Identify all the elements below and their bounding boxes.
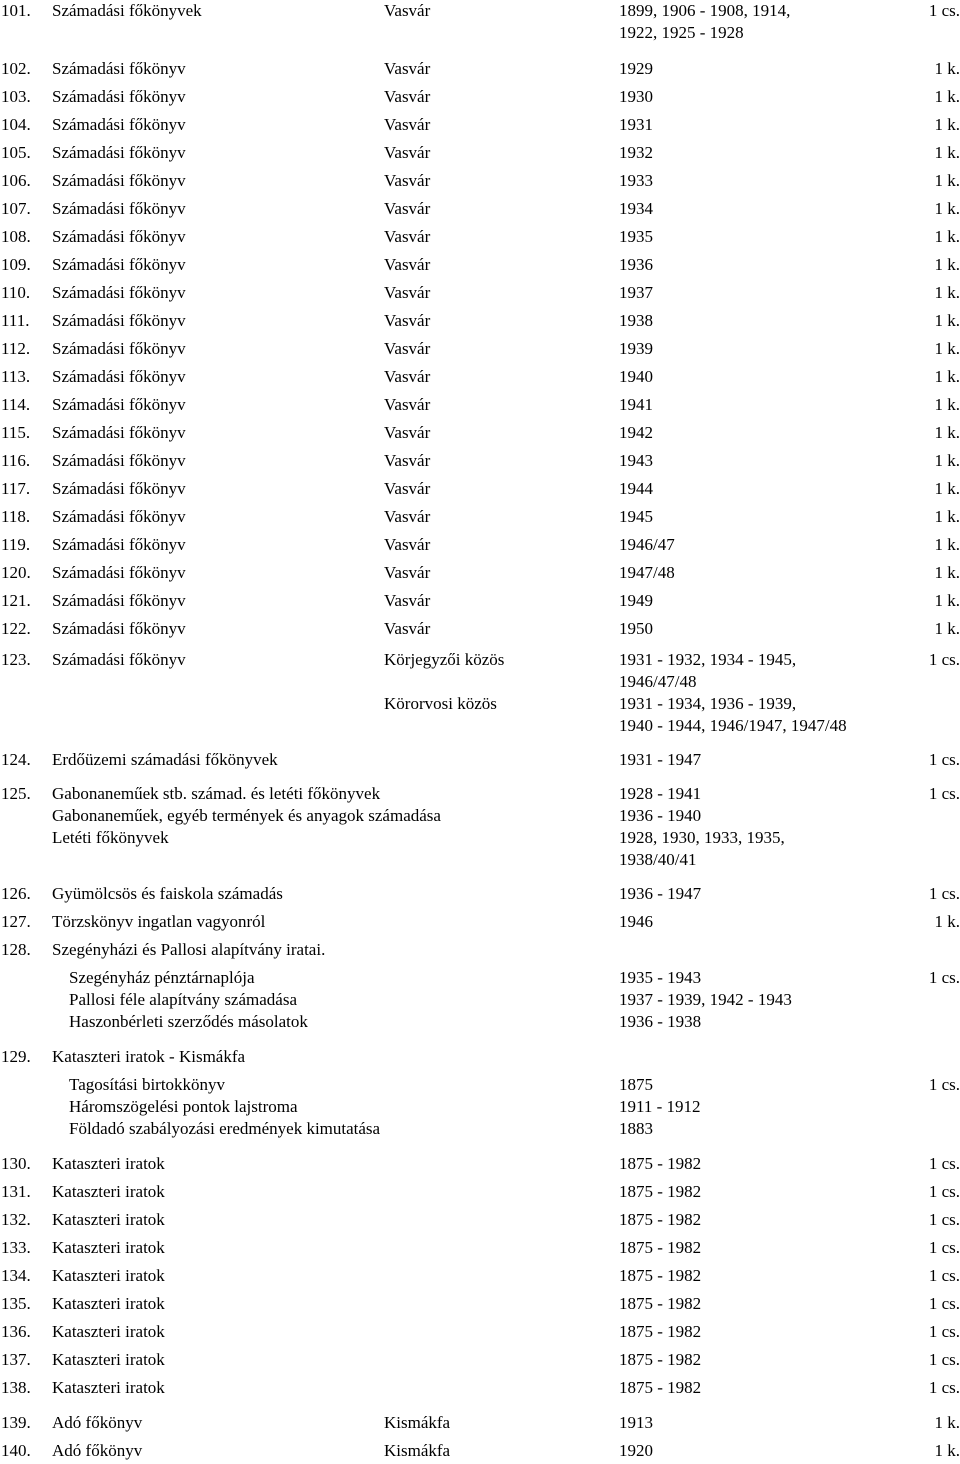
item-years: 1945 bbox=[619, 507, 653, 526]
sub-item-title: Háromszögelési pontok lajstroma bbox=[69, 1097, 298, 1116]
inventory-continuation-line bbox=[0, 1096, 960, 1118]
inventory-entry bbox=[0, 114, 960, 136]
item-years: 1875 - 1982 bbox=[619, 1210, 702, 1229]
item-place: Vasvár bbox=[384, 199, 431, 218]
item-title: Számadási főkönyv bbox=[52, 143, 186, 162]
inventory-entry bbox=[0, 1181, 960, 1203]
item-quantity: 1 cs. bbox=[928, 1182, 960, 1201]
sub-item-title: Tagosítási birtokkönyv bbox=[69, 1075, 226, 1094]
item-place: Vasvár bbox=[384, 563, 431, 582]
item-number: 118. bbox=[1, 507, 31, 526]
item-number: 120. bbox=[1, 563, 31, 582]
item-quantity: 1 cs. bbox=[928, 1266, 960, 1285]
inventory-entry bbox=[0, 366, 960, 388]
item-years: 1938/40/41 bbox=[619, 850, 697, 869]
item-number: 137. bbox=[1, 1350, 31, 1369]
item-number: 136. bbox=[1, 1322, 31, 1341]
item-years: 1928 - 1941 bbox=[619, 784, 702, 803]
item-quantity: 1 k. bbox=[934, 311, 960, 330]
item-number: 128. bbox=[1, 940, 31, 959]
item-years: 1928, 1930, 1933, 1935, bbox=[619, 828, 785, 847]
inventory-entry bbox=[0, 534, 960, 556]
item-years: 1875 - 1982 bbox=[619, 1182, 702, 1201]
item-title: Számadási főkönyv bbox=[52, 227, 186, 246]
item-title: Kataszteri iratok bbox=[52, 1210, 165, 1229]
item-quantity: 1 k. bbox=[934, 339, 960, 358]
item-number: 117. bbox=[1, 479, 31, 498]
inventory-entry bbox=[0, 1440, 960, 1462]
inventory-entry bbox=[0, 282, 960, 304]
inventory-continuation-line bbox=[0, 989, 960, 1011]
item-number: 134. bbox=[1, 1266, 31, 1285]
item-title: Számadási főkönyv bbox=[52, 507, 186, 526]
item-title: Erdőüzemi számadási főkönyvek bbox=[52, 750, 278, 769]
item-title: Gabonaneműek, egyéb termények és anyagok számadása bbox=[52, 806, 441, 825]
inventory-entry bbox=[0, 1209, 960, 1231]
item-title: Számadási főkönyv bbox=[52, 283, 186, 302]
inventory-entry bbox=[0, 1321, 960, 1343]
item-title: Számadási főkönyvek bbox=[52, 1, 202, 20]
inventory-continuation-line bbox=[0, 1074, 960, 1096]
item-quantity: 1 k. bbox=[934, 591, 960, 610]
item-place: Vasvár bbox=[384, 339, 431, 358]
item-years: 1940 - 1944, 1946/1947, 1947/48 bbox=[619, 716, 847, 735]
item-place: Vasvár bbox=[384, 227, 431, 246]
item-quantity: 1 k. bbox=[934, 199, 960, 218]
item-years: 1936 - 1938 bbox=[619, 1012, 702, 1031]
item-quantity: 1 k. bbox=[934, 1413, 960, 1432]
item-title: Számadási főkönyv bbox=[52, 199, 186, 218]
item-number: 139. bbox=[1, 1413, 31, 1432]
item-years: 1942 bbox=[619, 423, 653, 442]
item-place: Vasvár bbox=[384, 507, 431, 526]
inventory-continuation-line bbox=[0, 1118, 960, 1140]
inventory-entry bbox=[0, 649, 960, 671]
item-quantity: 1 cs. bbox=[928, 1075, 960, 1094]
item-years: 1936 - 1947 bbox=[619, 884, 702, 903]
item-quantity: 1 k. bbox=[934, 912, 960, 931]
item-title: Számadási főkönyv bbox=[52, 59, 186, 78]
item-years: 1899, 1906 - 1908, 1914, bbox=[619, 1, 791, 20]
item-title: Számadási főkönyv bbox=[52, 650, 186, 669]
item-number: 111. bbox=[1, 311, 30, 330]
item-quantity: 1 k. bbox=[934, 479, 960, 498]
item-years: 1934 bbox=[619, 199, 653, 218]
item-years: 1941 bbox=[619, 395, 653, 414]
item-place: Vasvár bbox=[384, 591, 431, 610]
item-years: 1933 bbox=[619, 171, 653, 190]
item-quantity: 1 k. bbox=[934, 423, 960, 442]
inventory-entry bbox=[0, 450, 960, 472]
item-number: 130. bbox=[1, 1154, 31, 1173]
inventory-entry bbox=[0, 618, 960, 640]
item-years: 1931 - 1934, 1936 - 1939, bbox=[619, 694, 797, 713]
item-number: 135. bbox=[1, 1294, 31, 1313]
item-number: 113. bbox=[1, 367, 31, 386]
item-years: 1935 - 1943 bbox=[619, 968, 702, 987]
inventory-continuation-line bbox=[0, 715, 960, 737]
inventory-entry bbox=[0, 883, 960, 905]
item-quantity: 1 k. bbox=[934, 451, 960, 470]
item-years: 1931 - 1932, 1934 - 1945, bbox=[619, 650, 797, 669]
item-title: Kataszteri iratok bbox=[52, 1322, 165, 1341]
item-number: 104. bbox=[1, 115, 31, 134]
item-place: Vasvár bbox=[384, 283, 431, 302]
item-quantity: 1 cs. bbox=[928, 1294, 960, 1313]
item-years: 1938 bbox=[619, 311, 653, 330]
item-title: Számadási főkönyv bbox=[52, 115, 186, 134]
item-title: Letéti főkönyvek bbox=[52, 828, 169, 847]
item-number: 132. bbox=[1, 1210, 31, 1229]
inventory-entry bbox=[0, 1412, 960, 1434]
item-years: 1946 bbox=[619, 912, 653, 931]
item-years: 1920 bbox=[619, 1441, 653, 1460]
item-number: 121. bbox=[1, 591, 31, 610]
item-quantity: 1 cs. bbox=[928, 884, 960, 903]
item-number: 129. bbox=[1, 1047, 31, 1066]
item-years: 1930 bbox=[619, 87, 653, 106]
item-years: 1875 bbox=[619, 1075, 653, 1094]
inventory-entry bbox=[0, 226, 960, 248]
item-quantity: 1 k. bbox=[934, 367, 960, 386]
item-number: 125. bbox=[1, 784, 31, 803]
item-number: 140. bbox=[1, 1441, 31, 1460]
item-place: Vasvár bbox=[384, 87, 431, 106]
item-quantity: 1 cs. bbox=[928, 1238, 960, 1257]
item-years: 1937 - 1939, 1942 - 1943 bbox=[619, 990, 792, 1009]
item-number: 133. bbox=[1, 1238, 31, 1257]
item-years: 1939 bbox=[619, 339, 653, 358]
item-years: 1929 bbox=[619, 59, 653, 78]
item-title: Számadási főkönyv bbox=[52, 255, 186, 274]
sub-item-title: Földadó szabályozási eredmények kimutatása bbox=[69, 1119, 381, 1138]
item-title: Számadási főkönyv bbox=[52, 311, 186, 330]
inventory-continuation-line bbox=[0, 849, 960, 871]
inventory-entry bbox=[0, 338, 960, 360]
item-years: 1875 - 1982 bbox=[619, 1238, 702, 1257]
inventory-entry bbox=[0, 590, 960, 612]
inventory-entry bbox=[0, 506, 960, 528]
sub-item-title: Haszonbérleti szerződés másolatok bbox=[69, 1012, 308, 1031]
item-years: 1922, 1925 - 1928 bbox=[619, 23, 744, 42]
item-place: Körjegyzői közös bbox=[384, 650, 505, 669]
item-place: Vasvár bbox=[384, 59, 431, 78]
item-title: Számadási főkönyv bbox=[52, 619, 186, 638]
item-years: 1935 bbox=[619, 227, 653, 246]
item-number: 102. bbox=[1, 59, 31, 78]
item-place: Kismákfa bbox=[384, 1413, 451, 1432]
item-number: 112. bbox=[1, 339, 31, 358]
item-years: 1946/47/48 bbox=[619, 672, 697, 691]
item-number: 119. bbox=[1, 535, 31, 554]
item-years: 1944 bbox=[619, 479, 653, 498]
item-quantity: 1 cs. bbox=[928, 1350, 960, 1369]
item-title: Kataszteri iratok bbox=[52, 1350, 165, 1369]
item-quantity: 1 cs. bbox=[928, 1210, 960, 1229]
item-quantity: 1 cs. bbox=[928, 968, 960, 987]
item-place: Vasvár bbox=[384, 311, 431, 330]
item-years: 1949 bbox=[619, 591, 653, 610]
inventory-entry bbox=[0, 1153, 960, 1175]
inventory-entry bbox=[0, 1377, 960, 1399]
item-place: Vasvár bbox=[384, 143, 431, 162]
item-place: Körorvosi közös bbox=[384, 694, 497, 713]
item-years: 1911 - 1912 bbox=[619, 1097, 701, 1116]
item-years: 1940 bbox=[619, 367, 653, 386]
item-quantity: 1 k. bbox=[934, 255, 960, 274]
item-number: 138. bbox=[1, 1378, 31, 1397]
item-place: Vasvár bbox=[384, 255, 431, 274]
item-place: Kismákfa bbox=[384, 1441, 451, 1460]
inventory-entry bbox=[0, 1046, 960, 1068]
item-title: Gyümölcsös és faiskola számadás bbox=[52, 884, 283, 903]
item-number: 123. bbox=[1, 650, 31, 669]
inventory-entry bbox=[0, 1237, 960, 1259]
item-title: Adó főkönyv bbox=[52, 1413, 143, 1432]
item-years: 1946/47 bbox=[619, 535, 675, 554]
inventory-entry bbox=[0, 562, 960, 584]
inventory-continuation-line bbox=[0, 671, 960, 693]
sub-item-title: Pallosi féle alapítvány számadása bbox=[69, 990, 297, 1009]
item-place: Vasvár bbox=[384, 171, 431, 190]
item-years: 1875 - 1982 bbox=[619, 1154, 702, 1173]
item-title: Számadási főkönyv bbox=[52, 563, 186, 582]
item-place: Vasvár bbox=[384, 451, 431, 470]
item-quantity: 1 k. bbox=[934, 395, 960, 414]
item-quantity: 1 cs. bbox=[928, 1154, 960, 1173]
inventory-entry bbox=[0, 198, 960, 220]
item-title: Kataszteri iratok bbox=[52, 1266, 165, 1285]
item-title: Szegényházi és Pallosi alapítvány iratai. bbox=[52, 940, 326, 959]
inventory-continuation-line bbox=[0, 805, 960, 827]
item-years: 1931 - 1947 bbox=[619, 750, 702, 769]
item-place: Vasvár bbox=[384, 423, 431, 442]
item-number: 127. bbox=[1, 912, 31, 931]
item-years: 1913 bbox=[619, 1413, 653, 1432]
item-title: Számadási főkönyv bbox=[52, 451, 186, 470]
item-number: 101. bbox=[1, 1, 31, 20]
inventory-entry bbox=[0, 939, 960, 961]
item-number: 116. bbox=[1, 451, 31, 470]
inventory-entry bbox=[0, 254, 960, 276]
item-place: Vasvár bbox=[384, 619, 431, 638]
inventory-entry bbox=[0, 911, 960, 933]
inventory-continuation-line bbox=[0, 827, 960, 849]
item-quantity: 1 cs. bbox=[928, 1378, 960, 1397]
item-number: 106. bbox=[1, 171, 31, 190]
item-title: Kataszteri iratok bbox=[52, 1294, 165, 1313]
item-years: 1943 bbox=[619, 451, 653, 470]
item-number: 115. bbox=[1, 423, 31, 442]
item-years: 1875 - 1982 bbox=[619, 1322, 702, 1341]
item-quantity: 1 k. bbox=[934, 535, 960, 554]
item-title: Számadási főkönyv bbox=[52, 367, 186, 386]
item-quantity: 1 k. bbox=[934, 619, 960, 638]
item-quantity: 1 cs. bbox=[928, 650, 960, 669]
item-quantity: 1 k. bbox=[934, 227, 960, 246]
item-title: Számadási főkönyv bbox=[52, 339, 186, 358]
item-title: Kataszteri iratok bbox=[52, 1154, 165, 1173]
item-quantity: 1 k. bbox=[934, 59, 960, 78]
item-place: Vasvár bbox=[384, 115, 431, 134]
item-title: Számadási főkönyv bbox=[52, 479, 186, 498]
sub-item-title: Szegényház pénztárnaplója bbox=[69, 968, 255, 987]
item-years: 1937 bbox=[619, 283, 653, 302]
item-title: Törzskönyv ingatlan vagyonról bbox=[52, 912, 266, 931]
item-years: 1875 - 1982 bbox=[619, 1350, 702, 1369]
inventory-continuation-line bbox=[0, 22, 960, 44]
item-title: Kataszteri iratok - Kismákfa bbox=[52, 1047, 246, 1066]
item-title: Adó főkönyv bbox=[52, 1441, 143, 1460]
item-quantity: 1 k. bbox=[934, 171, 960, 190]
item-quantity: 1 k. bbox=[934, 507, 960, 526]
inventory-entry bbox=[0, 170, 960, 192]
item-number: 114. bbox=[1, 395, 31, 414]
item-quantity: 1 k. bbox=[934, 87, 960, 106]
inventory-continuation-line bbox=[0, 967, 960, 989]
item-quantity: 1 k. bbox=[934, 283, 960, 302]
item-title: Gabonaneműek stb. számad. és letéti főkönyvek bbox=[52, 784, 381, 803]
item-quantity: 1 cs. bbox=[928, 750, 960, 769]
item-years: 1875 - 1982 bbox=[619, 1294, 702, 1313]
item-quantity: 1 cs. bbox=[928, 1, 960, 20]
item-title: Kataszteri iratok bbox=[52, 1238, 165, 1257]
inventory-entry bbox=[0, 478, 960, 500]
inventory-entry bbox=[0, 310, 960, 332]
item-place: Vasvár bbox=[384, 479, 431, 498]
item-quantity: 1 cs. bbox=[928, 1322, 960, 1341]
item-years: 1947/48 bbox=[619, 563, 675, 582]
item-place: Vasvár bbox=[384, 395, 431, 414]
item-years: 1883 bbox=[619, 1119, 653, 1138]
item-quantity: 1 cs. bbox=[928, 784, 960, 803]
inventory-entry bbox=[0, 58, 960, 80]
item-title: Számadási főkönyv bbox=[52, 395, 186, 414]
inventory-continuation-line bbox=[0, 693, 960, 715]
item-title: Számadási főkönyv bbox=[52, 591, 186, 610]
item-quantity: 1 k. bbox=[934, 563, 960, 582]
item-title: Számadási főkönyv bbox=[52, 171, 186, 190]
item-number: 109. bbox=[1, 255, 31, 274]
inventory-entry bbox=[0, 1293, 960, 1315]
item-place: Vasvár bbox=[384, 1, 431, 20]
item-years: 1875 - 1982 bbox=[619, 1266, 702, 1285]
item-title: Számadási főkönyv bbox=[52, 423, 186, 442]
item-place: Vasvár bbox=[384, 367, 431, 386]
item-number: 124. bbox=[1, 750, 31, 769]
item-number: 126. bbox=[1, 884, 31, 903]
item-number: 110. bbox=[1, 283, 31, 302]
item-years: 1950 bbox=[619, 619, 653, 638]
item-years: 1875 - 1982 bbox=[619, 1378, 702, 1397]
item-quantity: 1 k. bbox=[934, 115, 960, 134]
item-years: 1931 bbox=[619, 115, 653, 134]
inventory-entry bbox=[0, 86, 960, 108]
item-number: 105. bbox=[1, 143, 31, 162]
item-title: Számadási főkönyv bbox=[52, 87, 186, 106]
item-number: 107. bbox=[1, 199, 31, 218]
item-years: 1936 - 1940 bbox=[619, 806, 702, 825]
item-number: 108. bbox=[1, 227, 31, 246]
inventory-entry bbox=[0, 0, 960, 22]
item-number: 122. bbox=[1, 619, 31, 638]
item-quantity: 1 k. bbox=[934, 1441, 960, 1460]
inventory-entry bbox=[0, 749, 960, 771]
item-number: 103. bbox=[1, 87, 31, 106]
inventory-entry bbox=[0, 1265, 960, 1287]
inventory-entry bbox=[0, 142, 960, 164]
item-title: Kataszteri iratok bbox=[52, 1378, 165, 1397]
inventory-entry bbox=[0, 1349, 960, 1371]
item-years: 1932 bbox=[619, 143, 653, 162]
inventory-entry bbox=[0, 422, 960, 444]
item-years: 1936 bbox=[619, 255, 653, 274]
inventory-continuation-line bbox=[0, 1011, 960, 1033]
inventory-entry bbox=[0, 394, 960, 416]
item-title: Kataszteri iratok bbox=[52, 1182, 165, 1201]
item-number: 131. bbox=[1, 1182, 31, 1201]
inventory-entry bbox=[0, 783, 960, 805]
item-place: Vasvár bbox=[384, 535, 431, 554]
item-quantity: 1 k. bbox=[934, 143, 960, 162]
item-title: Számadási főkönyv bbox=[52, 535, 186, 554]
